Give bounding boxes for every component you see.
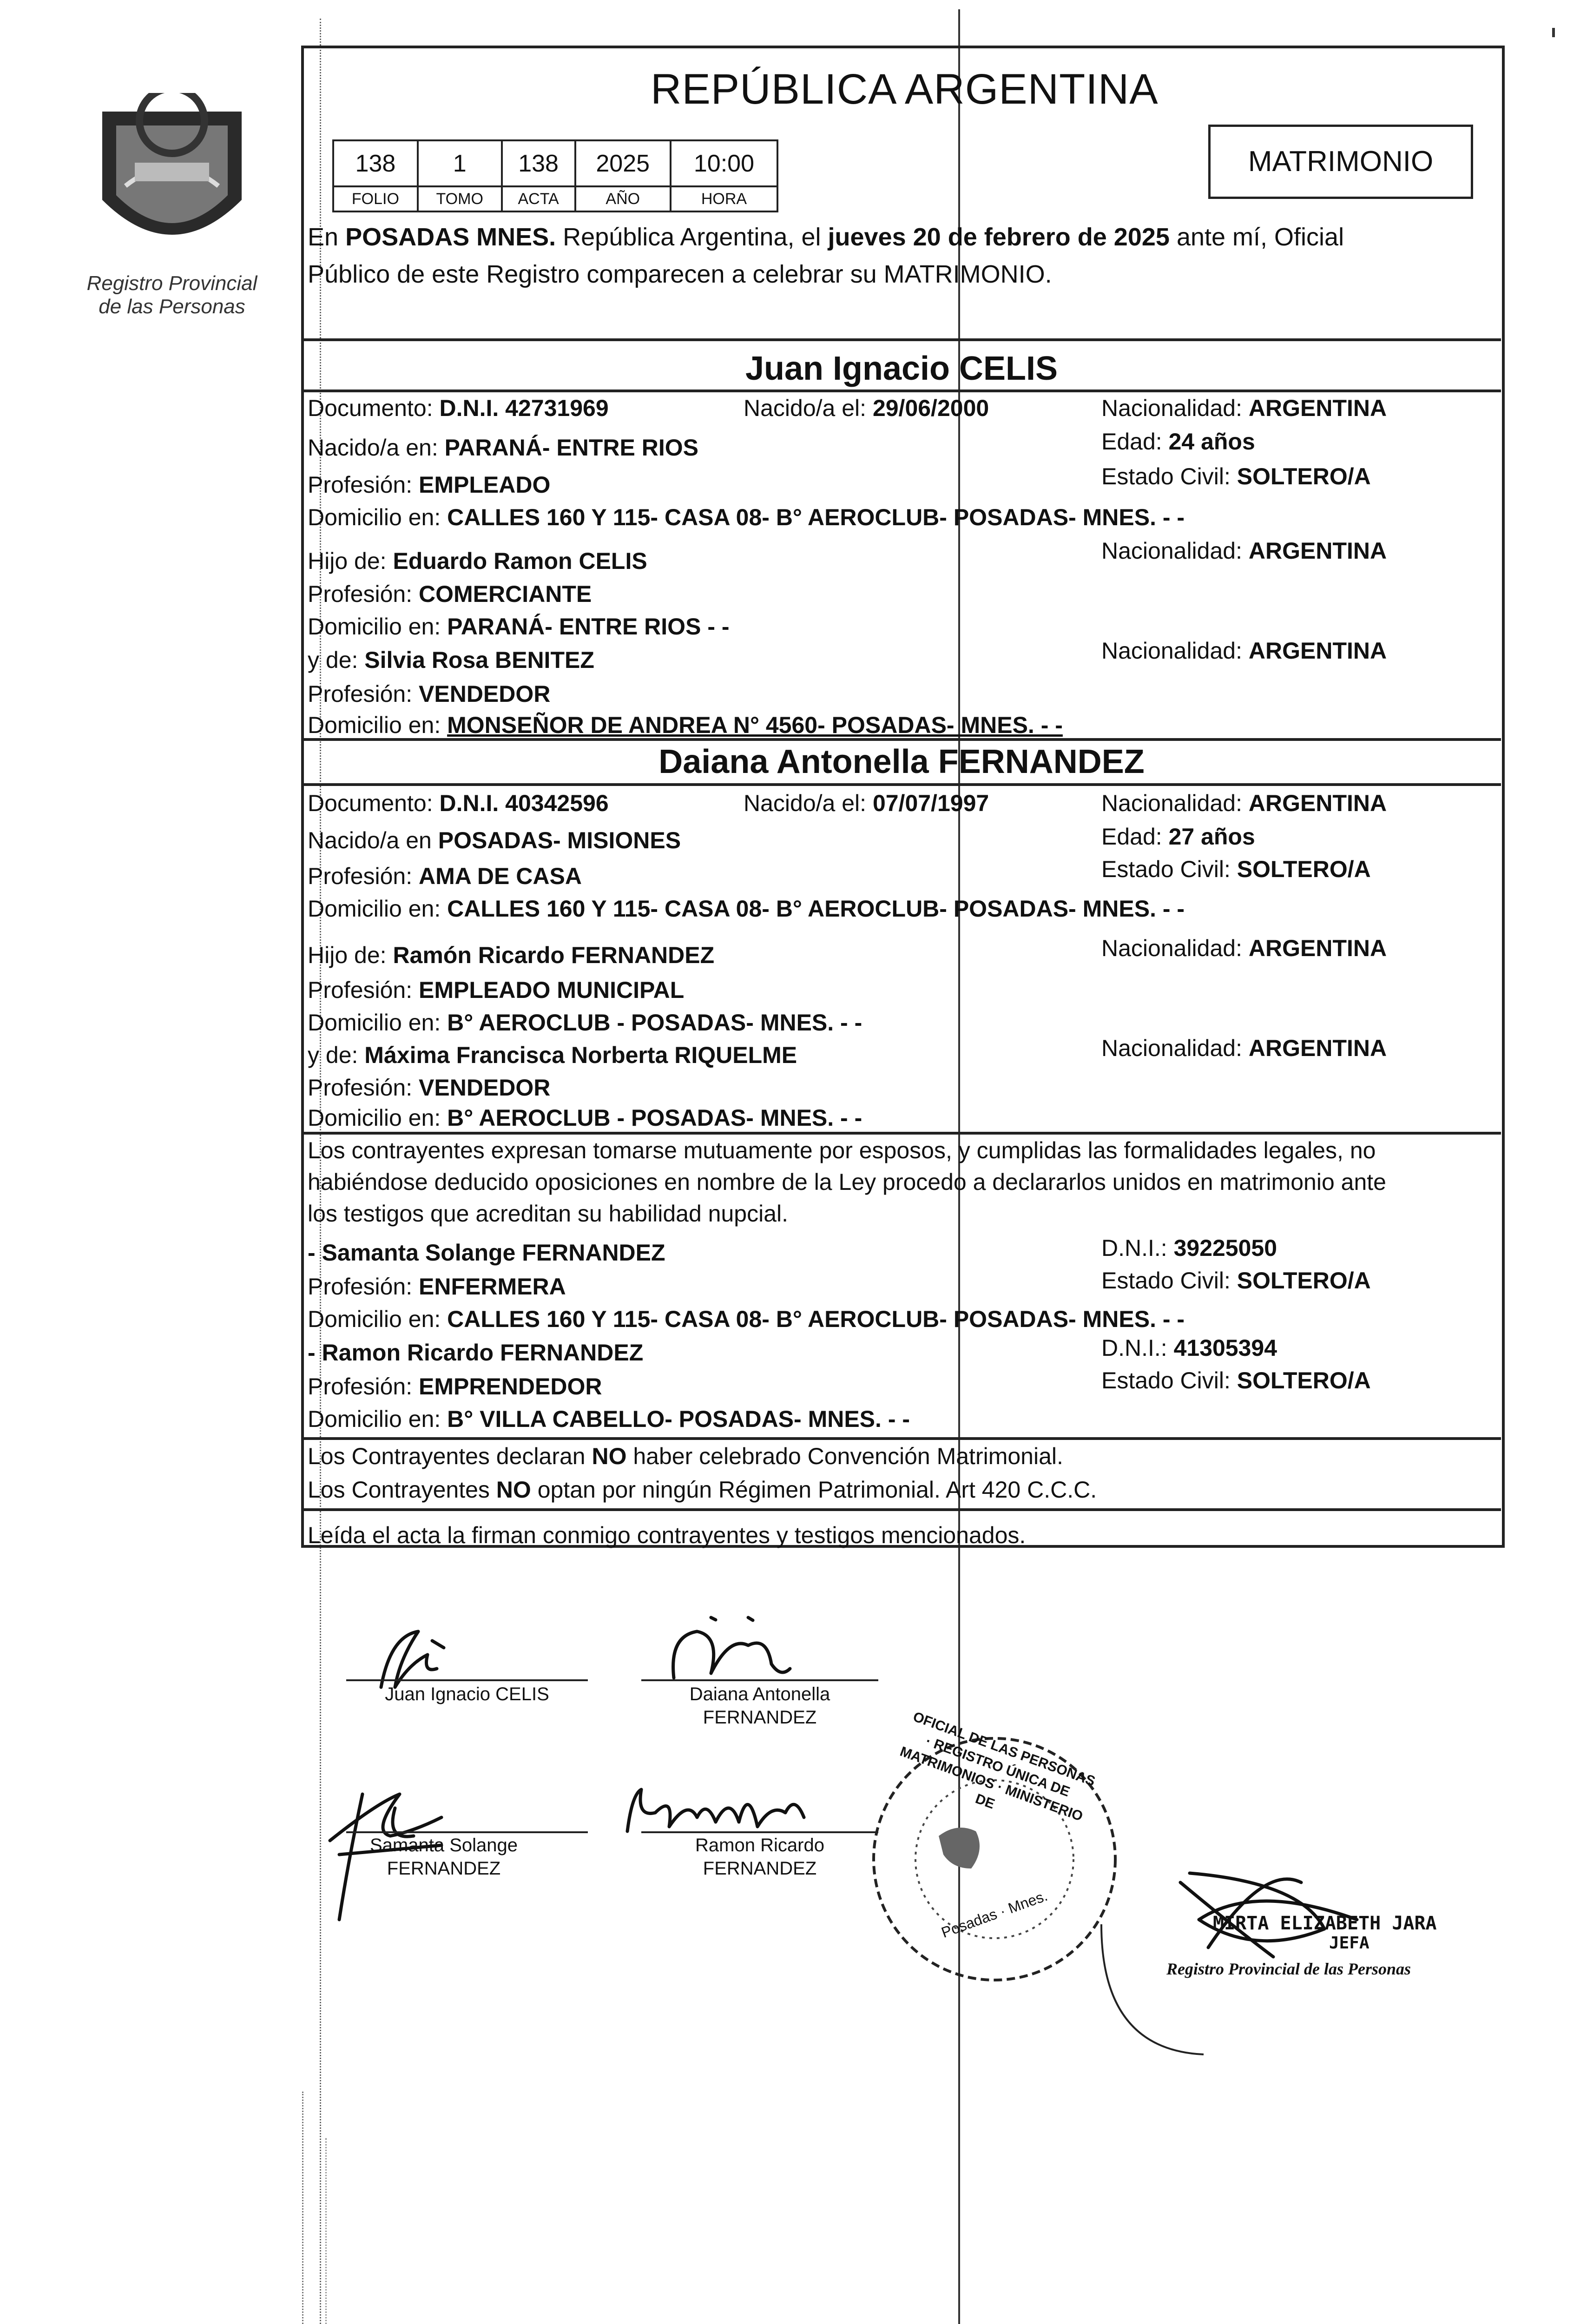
spouse1-father <box>308 545 647 577</box>
witness2-dni-value: 41305394 <box>1173 1335 1277 1361</box>
spouse2-nat <box>1101 787 1387 819</box>
signature-label-juan: Juan Ignacio CELIS <box>385 1684 549 1704</box>
spouse1-mother-prof-value: VENDEDOR <box>419 681 551 707</box>
acta-label: ACTA <box>502 186 575 211</box>
tomo-value: 1 <box>418 140 502 186</box>
spouse2-addr <box>308 892 1185 925</box>
spouse2-age <box>1101 820 1255 853</box>
spouse2-father-prof-value: EMPLEADO MUNICIPAL <box>419 977 685 1003</box>
signature-label-ramon-2: FERNANDEZ <box>703 1858 817 1879</box>
spouse2-mother-nat-value: ARGENTINA <box>1248 1035 1387 1061</box>
spouse2-name: Daiana Antonella FERNANDEZ <box>658 743 1145 780</box>
folio-value: 138 <box>333 140 418 186</box>
witness1-dni-label: D.N.I.: <box>1101 1235 1174 1261</box>
spouse1-addr <box>308 501 1185 534</box>
convention-line2 <box>308 1473 1097 1506</box>
spouse2-doc <box>308 787 609 819</box>
witness2-prof <box>308 1370 602 1403</box>
divider-1 <box>302 338 1501 341</box>
official-stamp <box>864 1709 1125 1989</box>
official-office: Registro Provincial de las Personas <box>1166 1960 1411 1978</box>
intro-place: POSADAS MNES. <box>345 223 556 251</box>
spouse2-civil-value: SOLTERO/A <box>1237 856 1371 882</box>
signature-line-3 <box>346 1831 588 1833</box>
acta-value: 138 <box>502 140 575 186</box>
spouse2-father <box>308 939 714 971</box>
spouse1-father-nat-label: Nacionalidad: <box>1101 538 1249 564</box>
witness1-civil-label: Estado Civil: <box>1101 1268 1237 1294</box>
spouse2-birthplace-value: POSADAS- MISIONES <box>438 827 681 853</box>
spouse1-birthplace <box>308 431 698 464</box>
witness1-civil <box>1101 1264 1371 1297</box>
convention-line1 <box>308 1440 1063 1472</box>
witness2-addr-value: B° VILLA CABELLO- POSADAS- MNES. - - <box>447 1406 910 1432</box>
spouse2-father-nat-label: Nacionalidad: <box>1101 935 1249 961</box>
spouse1-father-addr-value: PARANÁ- ENTRE RIOS - - <box>447 614 730 640</box>
spouse1-father-nat-value: ARGENTINA <box>1248 538 1387 564</box>
signature-line-2 <box>641 1679 878 1681</box>
spouse1-born-label: Nacido/a el: <box>744 395 873 421</box>
convention1-no: NO <box>592 1443 627 1469</box>
emblem-seal-icon <box>74 93 270 270</box>
signature-line-1 <box>346 1679 588 1681</box>
scan-mark-left-2 <box>325 2138 327 2324</box>
spouse2-mother-prof-label: Profesión: <box>308 1075 419 1101</box>
witness1-dni-value: 39225050 <box>1173 1235 1277 1261</box>
spouse1-age-value: 24 años <box>1168 429 1255 455</box>
scan-mark-left-1 <box>302 2092 303 2324</box>
spouse1-doc-value: D.N.I. 42731969 <box>439 395 609 421</box>
spouse2-father-addr-label: Domicilio en: <box>308 1010 448 1036</box>
witness1-name: - Samanta Solange FERNANDEZ <box>308 1240 665 1266</box>
folio-label: FOLIO <box>333 186 418 211</box>
witness2-dni-label: D.N.I.: <box>1101 1335 1174 1361</box>
spouse2-prof-label: Profesión: <box>308 863 419 889</box>
stamp-ring-text: OFICIAL DE LAS PERSONAS · REGISTRO ÚNICA DE MATRIMONIOS · MINISTERIO DE <box>898 1709 1098 1824</box>
page-title: REPÚBLICA ARGENTINA <box>651 66 1159 113</box>
spouse2-age-label: Edad: <box>1101 824 1169 850</box>
spouse1-nat-label: Nacionalidad: <box>1101 395 1249 421</box>
spouse1-nat <box>1101 392 1387 424</box>
witness1-civil-value: SOLTERO/A <box>1237 1268 1371 1294</box>
spouse2-birthplace <box>308 824 681 857</box>
spouse1-mother-addr-value: MONSEÑOR DE ANDREA N° 4560- POSADAS- MNES. - - <box>447 712 1063 738</box>
spouse1-nat-value: ARGENTINA <box>1248 395 1387 421</box>
witness2-addr-label: Domicilio en: <box>308 1406 448 1432</box>
divider-7 <box>302 1508 1501 1511</box>
spouse1-doc-label: Documento: <box>308 395 440 421</box>
witness2-civil-value: SOLTERO/A <box>1237 1367 1371 1393</box>
spouse1-father-addr-label: Domicilio en: <box>308 614 448 640</box>
spouse2-father-addr <box>308 1006 862 1039</box>
province-emblem <box>74 93 270 318</box>
spouse1-mother-label: y de: <box>308 647 365 673</box>
spouse1-addr-value: CALLES 160 Y 115- CASA 08- B° AEROCLUB- POSADAS- MNES. - - <box>447 504 1185 530</box>
emblem-label-line1: Registro Provincial <box>86 272 257 295</box>
spouse1-prof-value: EMPLEADO <box>419 472 551 498</box>
witness2-dni <box>1101 1332 1277 1364</box>
declaration-line3: los testigos que acreditan su habilidad nupcial. <box>308 1201 789 1227</box>
spouse2-doc-value: D.N.I. 40342596 <box>439 790 609 816</box>
official-role: JEFA <box>1329 1934 1369 1953</box>
spouse1-age-label: Edad: <box>1101 429 1169 455</box>
emblem-label-line2: de las Personas <box>99 295 245 318</box>
spouse2-prof <box>308 860 582 892</box>
spouse2-father-addr-value: B° AEROCLUB - POSADAS- MNES. - - <box>447 1010 862 1036</box>
signature-line-4 <box>641 1831 878 1833</box>
spouse2-mother-addr-value: B° AEROCLUB - POSADAS- MNES. - - <box>447 1105 862 1131</box>
spouse1-father-prof <box>308 578 592 610</box>
spouse2-mother-nat-label: Nacionalidad: <box>1101 1035 1249 1061</box>
spouse1-mother-value: Silvia Rosa BENITEZ <box>364 647 594 673</box>
spouse1-mother-nat-value: ARGENTINA <box>1248 638 1387 664</box>
spouse2-mother-prof-value: VENDEDOR <box>419 1075 551 1101</box>
spouse1-age <box>1101 425 1255 458</box>
spouse1-prof-label: Profesión: <box>308 472 419 498</box>
spouse1-civil-label: Estado Civil: <box>1101 463 1237 489</box>
spouse2-mother-addr <box>308 1102 862 1134</box>
spouse2-addr-value: CALLES 160 Y 115- CASA 08- B° AEROCLUB- POSADAS- MNES. - - <box>447 896 1185 922</box>
witness1-prof <box>308 1270 566 1303</box>
spouse1-mother-prof <box>308 678 550 710</box>
convention1-text-a: Los Contrayentes declaran <box>308 1443 592 1469</box>
spouse2-born-label: Nacido/a el: <box>744 790 873 816</box>
witness1-prof-label: Profesión: <box>308 1274 419 1300</box>
spouse2-mother-value: Máxima Francisca Norberta RIQUELME <box>364 1042 797 1068</box>
act-type-box: MATRIMONIO <box>1208 125 1473 199</box>
spouse1-father-addr <box>308 610 730 643</box>
closing-text: Leída el acta la firman conmigo contrayentes y testigos mencionados. <box>308 1522 1026 1548</box>
spouse2-mother-label: y de: <box>308 1042 365 1068</box>
spouse1-born-value: 29/06/2000 <box>872 395 989 421</box>
hora-value: 10:00 <box>671 140 777 186</box>
spouse1-father-label: Hijo de: <box>308 548 393 574</box>
signature-label-daiana-1: Daiana Antonella <box>689 1684 830 1704</box>
witness1-addr-value: CALLES 160 Y 115- CASA 08- B° AEROCLUB- POSADAS- MNES. - - <box>447 1306 1185 1332</box>
spouse2-addr-label: Domicilio en: <box>308 896 448 922</box>
spouse1-birthplace-value: PARANÁ- ENTRE RIOS <box>444 435 698 461</box>
scan-dot-top <box>1552 28 1555 37</box>
spouse2-nat-label: Nacionalidad: <box>1101 790 1249 816</box>
witness2-prof-label: Profesión: <box>308 1373 419 1400</box>
spouse2-born <box>744 787 989 819</box>
spouse2-birthplace-label: Nacido/a en <box>308 827 438 853</box>
witness2-prof-value: EMPRENDEDOR <box>419 1373 602 1400</box>
spouse2-mother <box>308 1039 797 1071</box>
witness2-name: - Ramon Ricardo FERNANDEZ <box>308 1340 644 1366</box>
witness2-addr <box>308 1403 910 1435</box>
spouse1-mother-nat-label: Nacionalidad: <box>1101 638 1249 664</box>
witness2-civil <box>1101 1364 1371 1397</box>
spouse2-mother-prof <box>308 1071 550 1104</box>
spouse1-birthplace-label: Nacido/a en: <box>308 435 445 461</box>
spouse1-mother-prof-label: Profesión: <box>308 681 419 707</box>
official-bracket-line <box>1097 1924 1208 2059</box>
anio-label: AÑO <box>575 186 671 211</box>
registry-table <box>332 139 778 212</box>
convention2-text-c: optan por ningún Régimen Patrimonial. Art 420 C.C.C. <box>531 1477 1097 1503</box>
divider-4 <box>302 783 1501 786</box>
spouse2-mother-nat <box>1101 1032 1387 1064</box>
spouse1-mother-addr-label: Domicilio en: <box>308 712 448 738</box>
anio-value: 2025 <box>575 140 671 186</box>
convention2-text-a: Los Contrayentes <box>308 1477 496 1503</box>
spouse1-mother-addr <box>308 709 1063 741</box>
spouse2-father-nat-value: ARGENTINA <box>1248 935 1387 961</box>
intro-text-b: República Argentina, el <box>556 223 828 251</box>
spouse2-prof-value: AMA DE CASA <box>419 863 582 889</box>
spouse2-father-prof <box>308 974 684 1006</box>
tomo-label: TOMO <box>418 186 502 211</box>
signature-label-ramon-1: Ramon Ricardo <box>695 1835 824 1855</box>
spouse2-father-nat <box>1101 932 1387 964</box>
spouse1-father-prof-value: COMERCIANTE <box>419 581 592 607</box>
intro-date: jueves 20 de febrero de 2025 <box>828 223 1170 251</box>
spouse1-born <box>744 392 989 424</box>
spouse2-doc-label: Documento: <box>308 790 440 816</box>
spouse1-father-prof-label: Profesión: <box>308 581 419 607</box>
spouse1-civil <box>1101 460 1371 493</box>
spouse1-father-nat <box>1101 535 1387 567</box>
spouse2-father-value: Ramón Ricardo FERNANDEZ <box>393 942 715 968</box>
intro-text-c: ante mí, Oficial <box>1169 223 1344 251</box>
witness1-prof-value: ENFERMERA <box>419 1274 566 1300</box>
signature-label-samanta-2: FERNANDEZ <box>387 1858 501 1879</box>
witness2-civil-label: Estado Civil: <box>1101 1367 1237 1393</box>
spouse1-civil-value: SOLTERO/A <box>1237 463 1371 489</box>
divider-3 <box>302 738 1501 741</box>
witness1-dni <box>1101 1232 1277 1264</box>
spouse2-born-value: 07/07/1997 <box>872 790 989 816</box>
intro-line2: Público de este Registro comparecen a celebrar su MATRIMONIO. <box>308 260 1052 288</box>
spouse1-name: Juan Ignacio CELIS <box>745 350 1058 387</box>
official-name: MIRTA ELIZABETH JARA <box>1213 1913 1437 1934</box>
spouse1-doc <box>308 392 609 424</box>
declaration-line2: habiéndose deducido oposiciones en nombre de la Ley procedo a declararlos unidos en matrimonio ante <box>308 1169 1386 1195</box>
declaration-line1: Los contrayentes expresan tomarse mutuamente por esposos, y cumplidas las formalidades legales, no <box>308 1137 1376 1163</box>
spouse2-father-label: Hijo de: <box>308 942 393 968</box>
spouse2-mother-addr-label: Domicilio en: <box>308 1105 448 1131</box>
convention1-text-c: haber celebrado Convención Matrimonial. <box>626 1443 1063 1469</box>
spouse2-father-prof-label: Profesión: <box>308 977 419 1003</box>
spouse2-civil-label: Estado Civil: <box>1101 856 1237 882</box>
spouse1-mother <box>308 644 594 676</box>
convention2-no: NO <box>496 1477 531 1503</box>
hora-label: HORA <box>671 186 777 211</box>
spouse2-age-value: 27 años <box>1168 824 1255 850</box>
signature-label-daiana-2: FERNANDEZ <box>703 1707 817 1728</box>
witness1-addr-label: Domicilio en: <box>308 1306 448 1332</box>
spouse1-mother-nat <box>1101 634 1387 667</box>
spouse1-addr-label: Domicilio en: <box>308 504 448 530</box>
intro-text-a: En <box>308 223 346 251</box>
intro-line1 <box>308 221 1344 253</box>
signature-label-samanta-1: Samanta Solange <box>369 1835 518 1855</box>
spouse1-prof <box>308 469 550 501</box>
spouse1-father-value: Eduardo Ramon CELIS <box>393 548 647 574</box>
spouse2-nat-value: ARGENTINA <box>1248 790 1387 816</box>
signature-ramon-icon <box>618 1776 813 1841</box>
stamp-inner-text: Posadas · Mnes. <box>939 1887 1050 1941</box>
spouse2-civil <box>1101 853 1371 885</box>
witness1-addr <box>308 1303 1185 1335</box>
